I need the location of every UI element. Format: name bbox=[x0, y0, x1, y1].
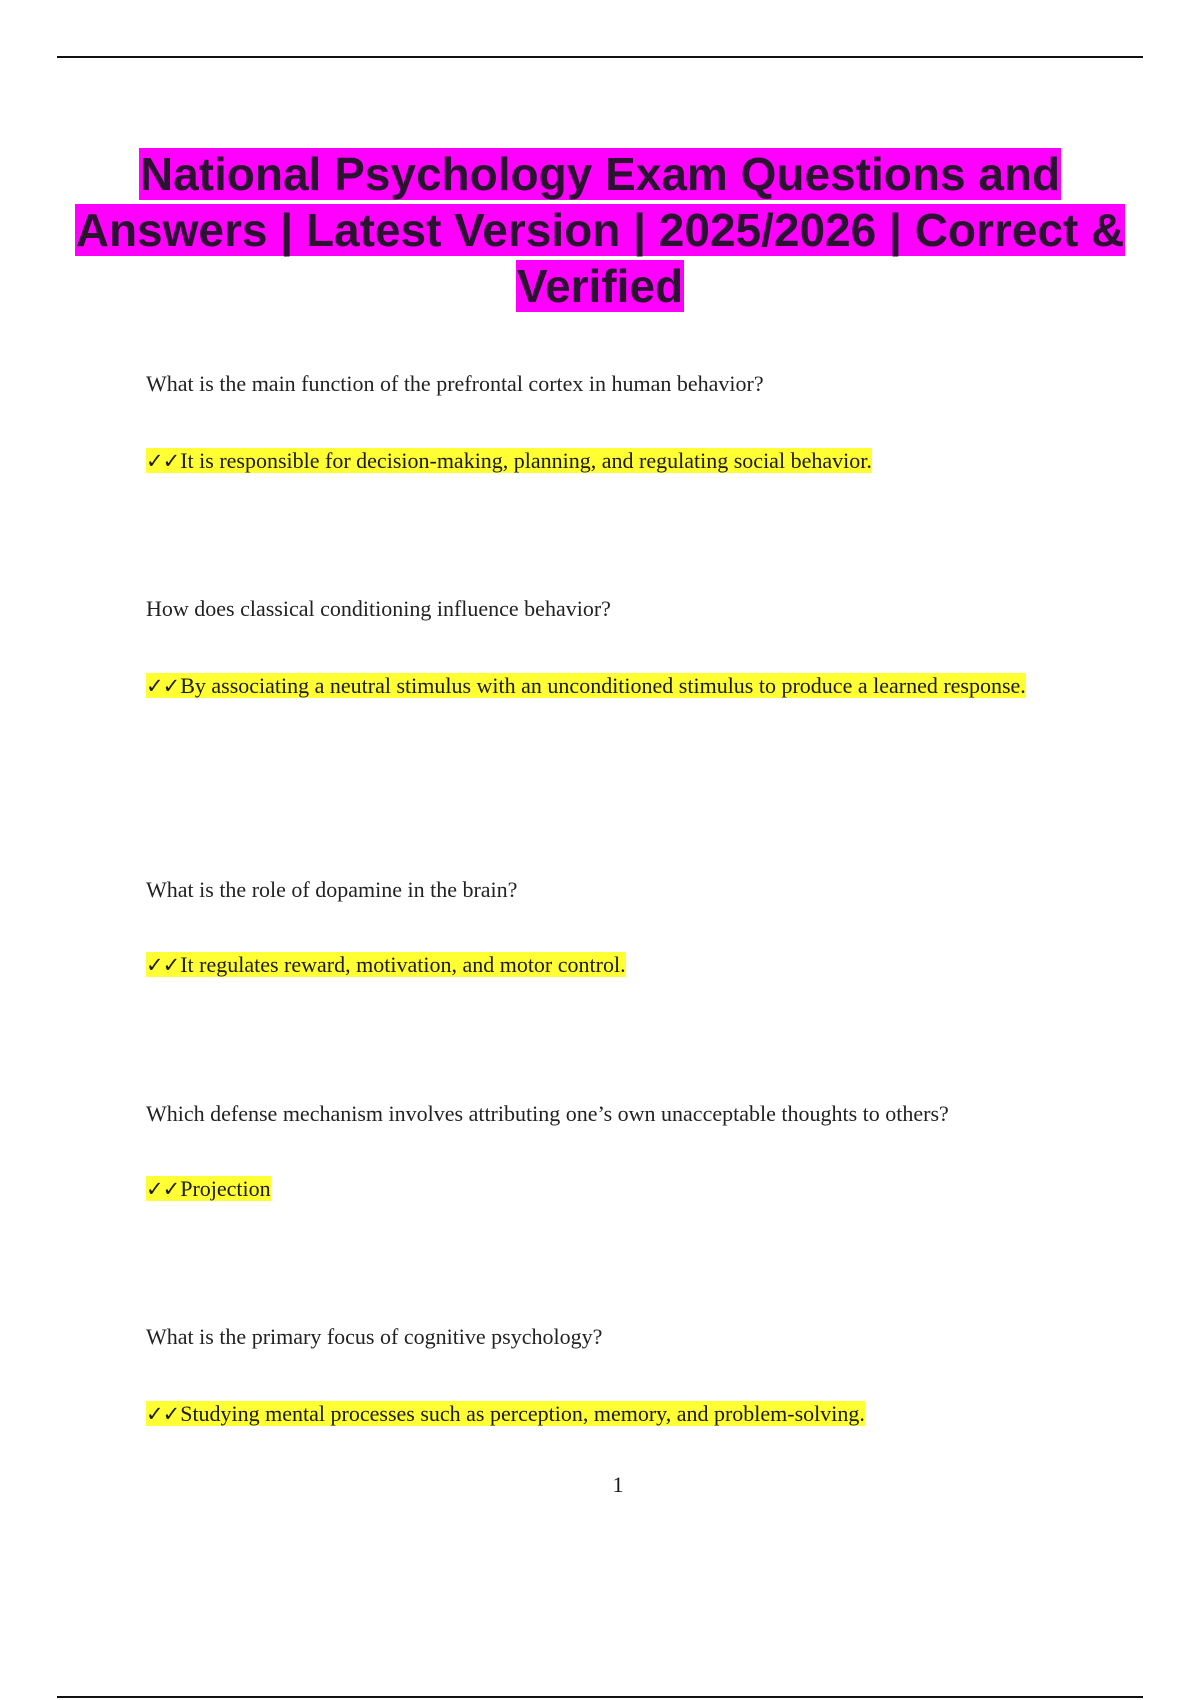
double-check-icon: ✓✓ bbox=[146, 953, 180, 977]
double-check-icon: ✓✓ bbox=[146, 1177, 180, 1201]
answer-highlight bbox=[146, 448, 872, 473]
answer-highlight bbox=[146, 1401, 865, 1426]
question-2: How does classical conditioning influence behavior? bbox=[146, 596, 611, 621]
answer-2 bbox=[146, 655, 1026, 717]
question-1: What is the main function of the prefrontal cortex in human behavior? bbox=[146, 371, 764, 396]
answer-text: By associating a neutral stimulus with an unconditioned stimulus to produce a learned response. bbox=[180, 673, 1026, 698]
answer-1 bbox=[146, 430, 1046, 492]
answer-highlight bbox=[146, 1176, 271, 1201]
answer-text: It is responsible for decision-making, planning, and regulating social behavior. bbox=[180, 448, 872, 473]
document-title-text: National Psychology Exam Questions and Answers | Latest Version | 2025/2026 | Correct & Verified bbox=[75, 148, 1125, 312]
answer-3 bbox=[146, 934, 1046, 996]
answer-text: It regulates reward, motivation, and motor control. bbox=[180, 952, 626, 977]
answer-5 bbox=[146, 1383, 1046, 1445]
double-check-icon: ✓✓ bbox=[146, 674, 180, 698]
page-number: 1 bbox=[612, 1472, 624, 1497]
question-4: Which defense mechanism involves attributing one’s own unacceptable thoughts to others? bbox=[146, 1101, 949, 1126]
top-rule bbox=[57, 56, 1143, 58]
double-check-icon: ✓✓ bbox=[146, 449, 180, 473]
answer-highlight bbox=[146, 673, 1026, 698]
answer-text: Studying mental processes such as perception, memory, and problem-solving. bbox=[180, 1401, 865, 1426]
bottom-rule bbox=[57, 1696, 1143, 1698]
answer-text: Projection bbox=[180, 1176, 271, 1201]
answer-4 bbox=[146, 1158, 1046, 1220]
double-check-icon: ✓✓ bbox=[146, 1402, 180, 1426]
document-title bbox=[60, 146, 1140, 314]
answer-highlight bbox=[146, 952, 626, 977]
question-3: What is the role of dopamine in the brain? bbox=[146, 877, 518, 902]
question-5: What is the primary focus of cognitive psychology? bbox=[146, 1324, 603, 1349]
